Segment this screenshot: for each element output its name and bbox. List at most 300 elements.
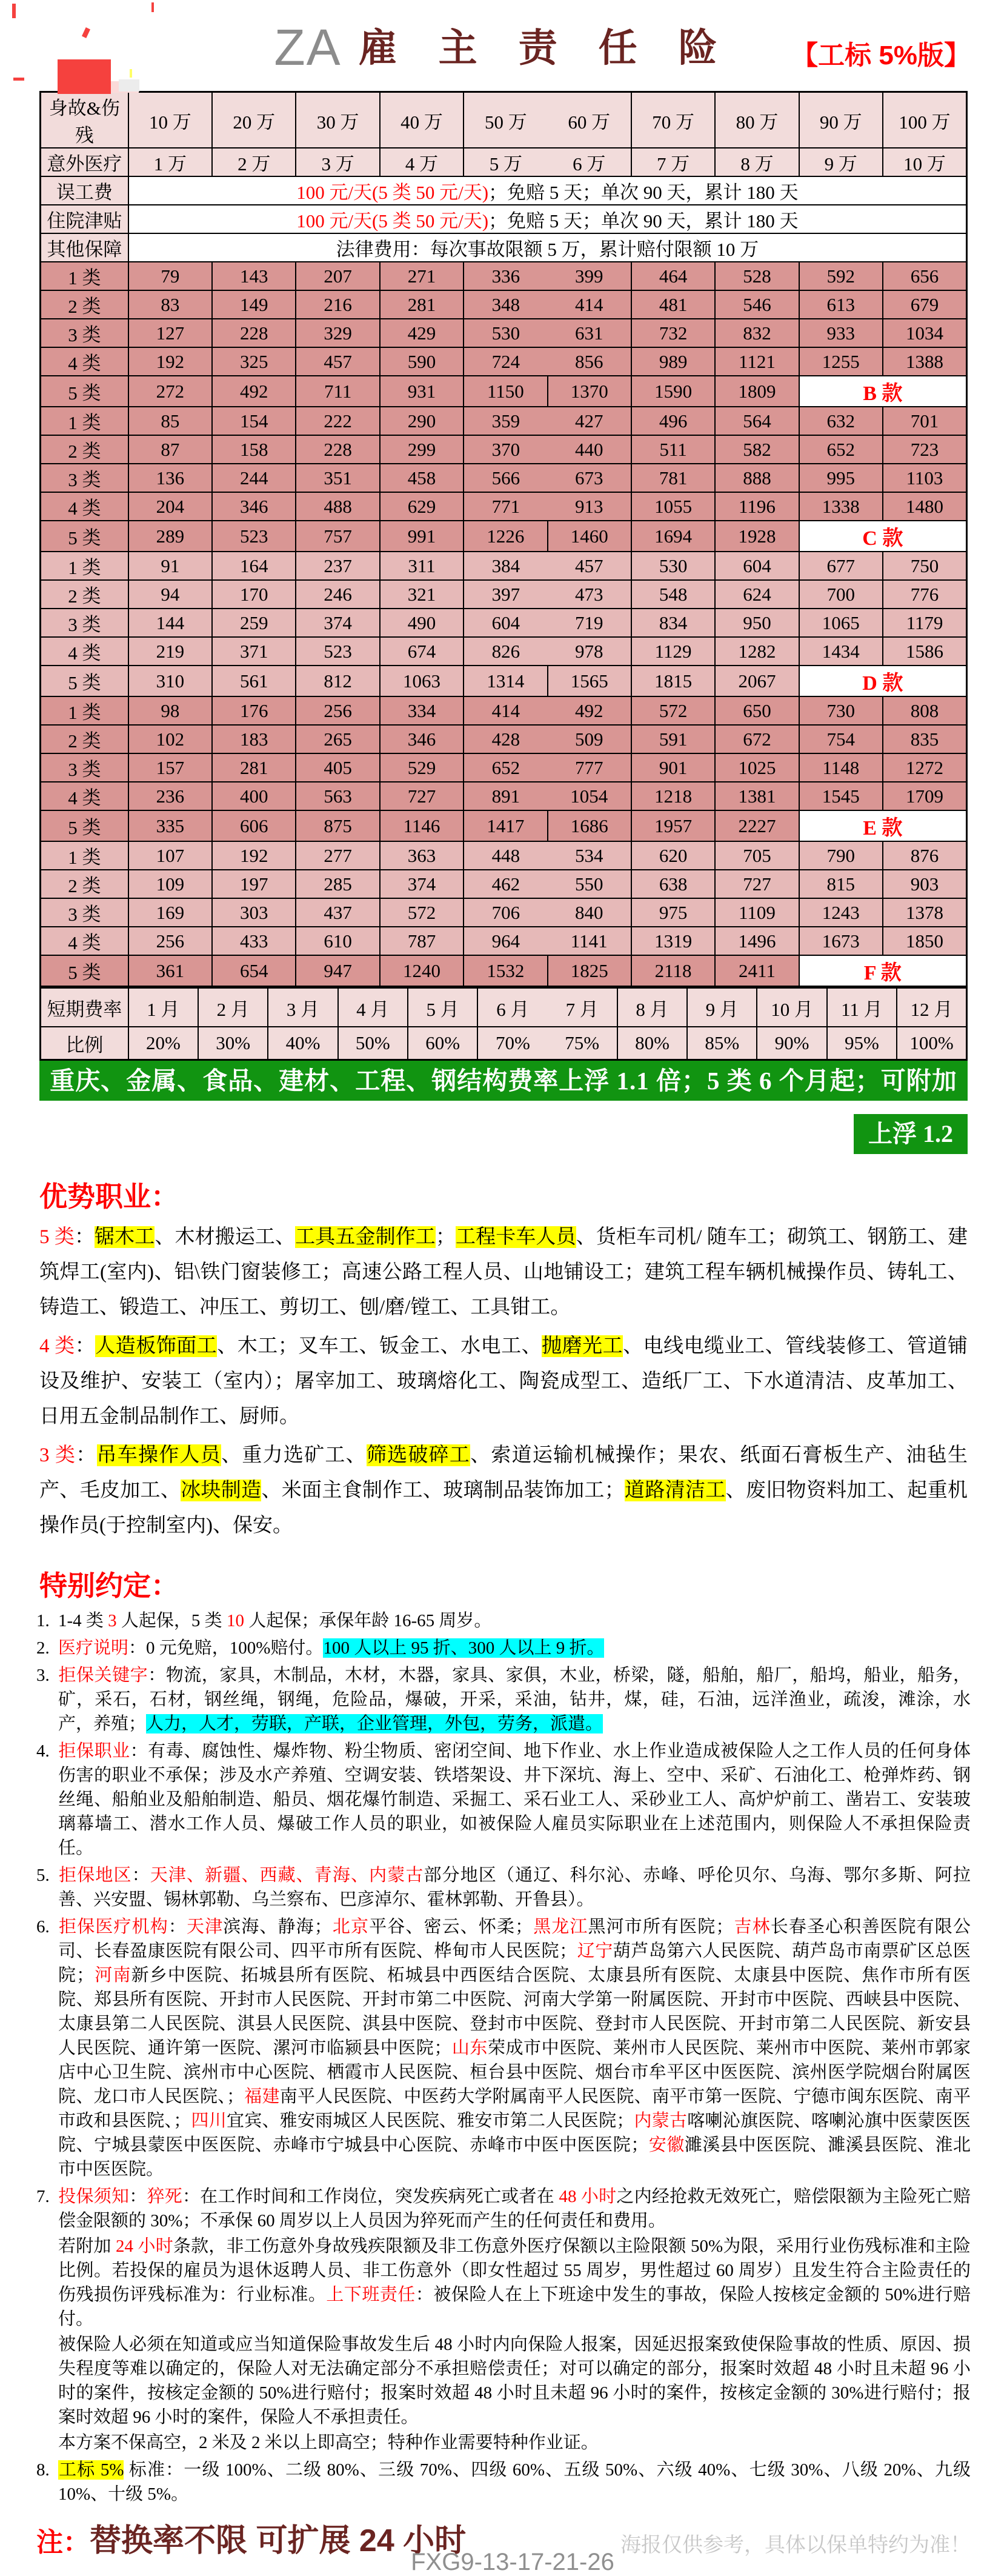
text-segment: 内蒙古 xyxy=(634,2111,688,2131)
row-label: 3 类 xyxy=(41,753,128,782)
text-segment: 医疗说明 xyxy=(58,1638,129,1658)
row-label: 住院津贴 xyxy=(41,205,128,233)
text-segment: 辽宁 xyxy=(577,1941,613,1961)
occupations-heading: 优势职业： xyxy=(39,1181,179,1212)
text-segment: 天津 xyxy=(186,1917,224,1937)
value-cell: 638 xyxy=(631,870,715,898)
value-cell: 2227 xyxy=(715,810,799,841)
value-cell: 1063 xyxy=(380,666,464,696)
premium-row xyxy=(41,262,967,290)
value-cell: 277 xyxy=(296,841,379,870)
pair-value: 978 xyxy=(574,640,603,662)
value-cell: 10 月 xyxy=(757,988,826,1027)
value-cell: 1825 xyxy=(548,955,631,987)
text-segment: 吊车操作人员 xyxy=(96,1444,222,1466)
value-cell: 732 xyxy=(631,319,715,347)
value-cell: 346 xyxy=(212,492,296,521)
row-label: 4 类 xyxy=(41,492,128,521)
value-cell: 207 xyxy=(296,262,379,290)
value-cell: 3 万 xyxy=(296,148,379,176)
pair-value: 414 xyxy=(491,699,520,721)
value-cell: 490 xyxy=(380,609,464,637)
premium-row xyxy=(41,580,967,609)
value-cell: 1243 xyxy=(799,898,883,927)
value-pair-cell xyxy=(464,407,631,435)
text-segment: ： xyxy=(75,1335,96,1357)
text-segment: 平谷、密云、怀柔； xyxy=(369,1917,533,1937)
value-cell: 610 xyxy=(296,927,379,955)
value-cell: 750 xyxy=(883,552,967,580)
value-cell: 563 xyxy=(296,782,379,810)
value-cell: 1255 xyxy=(799,347,883,376)
special-term-item xyxy=(36,1636,971,1660)
value-cell: 1565 xyxy=(548,666,631,696)
value-cell: 1 月 xyxy=(128,988,198,1027)
value-cell: 80 万 xyxy=(715,92,799,148)
item-number: 8. xyxy=(36,2460,50,2480)
text-segment: 条款，非工伤意外身故残疾限额及非工伤意外医疗保额以主险限额 50%为限，采用行业伤残标准和主险比例。若投保的雇员为退休返聘人员、非工伤意外（即女性超过 55 周岁，男性超过 60 周岁）且发生符合主险责任的伤残损伤评残标准为：行业标准。 xyxy=(58,2237,971,2304)
text-segment: 5 类 xyxy=(39,1226,75,1248)
premium-row xyxy=(41,492,967,521)
plan-name-cell: F 款 xyxy=(799,955,967,987)
text-segment: 部分地区（通辽、科尔沁、赤峰、呼伦贝尔、乌海、鄂尔多斯、阿拉善、兴安盟、锡林郭勒、乌兰察布、巴彦淖尔、霍林郭勒、开鲁县）。 xyxy=(58,1866,971,1909)
row-label: 其他保障 xyxy=(41,233,128,262)
value-cell: 20 万 xyxy=(212,92,296,148)
value-cell: 1121 xyxy=(715,347,799,376)
text-segment: 1-4 类 xyxy=(58,1611,108,1630)
value-cell: 705 xyxy=(715,841,799,870)
row-label: 2 类 xyxy=(41,725,128,753)
text-segment: 、电线电缆业工、管线装修工、管道铺设及维护、安装工（室内）；屠宰加工、玻璃熔化工、陶瓷成型工、造纸厂工、下水道清洁、皮革加工、日用五金制品制作工、厨师。 xyxy=(39,1335,968,1427)
value-pair-cell xyxy=(477,988,617,1027)
value-cell: 361 xyxy=(128,955,212,987)
row-label: 1 类 xyxy=(41,696,128,725)
version-badge: 【工标 5%版】 xyxy=(791,41,971,70)
value-cell: 246 xyxy=(296,580,379,609)
value-cell: 1378 xyxy=(883,898,967,927)
value-cell: 458 xyxy=(380,464,464,492)
value-pair-cell xyxy=(464,782,631,810)
value-cell: 256 xyxy=(128,927,212,955)
brand-za: ZA xyxy=(274,19,342,76)
value-cell: 834 xyxy=(631,609,715,637)
row-label: 5 类 xyxy=(41,955,128,987)
value-cell: 1065 xyxy=(799,609,883,637)
pair-value: 1141 xyxy=(570,930,608,952)
value-cell: 4 月 xyxy=(338,988,408,1027)
row-label: 4 类 xyxy=(41,347,128,376)
value-cell: 100% xyxy=(897,1027,966,1060)
benefit-row xyxy=(41,92,967,148)
row-label: 2 类 xyxy=(41,290,128,319)
value-cell: 723 xyxy=(883,435,967,464)
value-cell: 1928 xyxy=(715,521,799,552)
value-cell: 11 月 xyxy=(827,988,897,1027)
value-cell: 652 xyxy=(799,435,883,464)
value-cell: 754 xyxy=(799,725,883,753)
text-segment: 100 元/天(5 类 50 元/天) xyxy=(296,182,489,203)
item-number: 4. xyxy=(36,1741,50,1761)
pair-value: 348 xyxy=(491,293,520,315)
pair-value: 673 xyxy=(574,467,603,489)
text-segment: 安徽 xyxy=(648,2135,685,2155)
note-cell xyxy=(128,233,967,262)
premium-row xyxy=(41,696,967,725)
value-cell: 363 xyxy=(380,841,464,870)
pair-value: 964 xyxy=(491,930,520,952)
value-cell: 496 xyxy=(631,407,715,435)
text-segment: 长春圣心积善医院有限公司、长春盈康医院有限公司、四平市所有医院、桦甸市人民医院； xyxy=(58,1917,971,1961)
value-cell: 371 xyxy=(212,637,296,666)
premium-row xyxy=(41,407,967,435)
value-cell: 1388 xyxy=(883,347,967,376)
value-cell: 127 xyxy=(128,319,212,347)
value-cell: 405 xyxy=(296,753,379,782)
value-cell: 85% xyxy=(687,1027,757,1060)
text-segment: 新乡中医院、拓城县所有医院、柘城县中西医结合医院、太康县所有医院、太康县中医院、焦作市所有医院、郑县所有医院、开封市人民医院、开封市第二中医院、河南大学第一附属医院、开封市中医院、西峡县中医院、太康县第二人民医院、淇县人民医院、淇县中医院、登封市中医院、登封市人民医院、开封市第二人民医院、新安县人民医院、通许第一医院、漯河市临颍县中医院； xyxy=(58,1966,971,2058)
value-cell: 604 xyxy=(715,552,799,580)
value-cell: 815 xyxy=(799,870,883,898)
value-cell: 271 xyxy=(380,262,464,290)
row-label: 4 类 xyxy=(41,782,128,810)
item-number: 3. xyxy=(36,1666,50,1685)
value-cell: 321 xyxy=(380,580,464,609)
value-cell: 1109 xyxy=(715,898,799,927)
pair-value: 7 月 xyxy=(565,998,599,1020)
value-cell: 620 xyxy=(631,841,715,870)
value-cell: 87 xyxy=(128,435,212,464)
value-cell: 30% xyxy=(198,1027,268,1060)
text-segment: 宜宾、雅安雨城区人民医院、雅安市第二人民医院； xyxy=(226,2111,634,2131)
special-terms-list xyxy=(36,1609,971,2506)
premium-row-class5 xyxy=(41,810,967,841)
pair-value: 50 万 xyxy=(484,111,527,133)
value-pair-cell xyxy=(464,464,631,492)
value-cell: 1850 xyxy=(883,927,967,955)
header xyxy=(0,0,1007,91)
pair-value: 1054 xyxy=(570,785,608,807)
value-pair-cell xyxy=(464,927,631,955)
value-cell: 511 xyxy=(631,435,715,464)
footer-note-prefix: 注： xyxy=(36,2528,90,2557)
row-label: 4 类 xyxy=(41,927,128,955)
value-cell: 8 月 xyxy=(617,988,687,1027)
surcharge-banner: 重庆、金属、食品、建材、工程、钢结构费率上浮 1.1 倍；5 类 6 个月起；可附加 24 小时费率 xyxy=(39,1061,968,1101)
value-pair-cell xyxy=(464,725,631,753)
special-terms-heading: 特别约定： xyxy=(39,1570,179,1601)
special-term-item xyxy=(36,2458,971,2506)
pair-value: 336 xyxy=(491,265,520,287)
premium-row xyxy=(41,464,967,492)
value-cell: 2 万 xyxy=(212,148,296,176)
text-segment: 10 xyxy=(226,1611,244,1630)
text-segment: 、废旧物资料加工、起重机操作员(于控制室内)、保安。 xyxy=(39,1480,968,1537)
value-cell: 808 xyxy=(883,696,967,725)
row-label: 2 类 xyxy=(41,870,128,898)
value-cell: 876 xyxy=(883,841,967,870)
footer xyxy=(36,2515,989,2573)
value-cell: 2411 xyxy=(715,955,799,987)
value-cell: 903 xyxy=(883,870,967,898)
value-pair-cell xyxy=(464,841,631,870)
value-cell: 1218 xyxy=(631,782,715,810)
value-cell: 757 xyxy=(296,521,379,552)
value-cell: 1338 xyxy=(799,492,883,521)
value-cell: 222 xyxy=(296,407,379,435)
special-term-item xyxy=(36,1663,971,1736)
value-cell: 875 xyxy=(296,810,379,841)
value-cell: 192 xyxy=(212,841,296,870)
text-segment: 人造板饰面工 xyxy=(95,1335,218,1357)
item-number: 1. xyxy=(36,1611,50,1630)
text-segment: 拒保关键字 xyxy=(58,1666,148,1685)
value-cell: 629 xyxy=(380,492,464,521)
value-cell: 400 xyxy=(212,782,296,810)
pair-value: 534 xyxy=(574,844,603,866)
row-label: 1 类 xyxy=(41,552,128,580)
value-pair-cell xyxy=(464,319,631,347)
value-cell: 888 xyxy=(715,464,799,492)
pair-value: 462 xyxy=(491,873,520,895)
text-segment: 被保险人必须在知道或应当知道保险事故发生后 48 小时内向保险人报案，因延迟报案致使保险事故的性质、原因、损失程度等难以确定的，保险人对无法确定部分不承担赔偿责任；对可以确定的部分，报案时效超 48 小时且未超 96 小时的案件，按核定金额的 50%进行赔付；报案时效超 48 小时且未超 96 小时的案件，按核定金额的 30%进行赔付；报案时效超 96 小时的案件，保险人不承担责任。 xyxy=(58,2335,971,2427)
value-cell: 90% xyxy=(757,1027,826,1060)
value-cell: 679 xyxy=(883,290,967,319)
value-cell: 1957 xyxy=(631,810,715,841)
value-cell: 1586 xyxy=(883,637,967,666)
text-segment: 福建 xyxy=(244,2087,280,2106)
text-segment: 拒保医疗机构 xyxy=(58,1917,168,1937)
text-segment: ； xyxy=(435,1226,456,1248)
value-cell: 548 xyxy=(631,580,715,609)
value-cell: 346 xyxy=(380,725,464,753)
pair-value: 913 xyxy=(574,495,603,517)
premium-row xyxy=(41,435,967,464)
value-cell: 1 万 xyxy=(128,148,212,176)
value-cell: 91 xyxy=(128,552,212,580)
value-cell: 1460 xyxy=(548,521,631,552)
value-cell: 5 月 xyxy=(408,988,477,1027)
value-cell: 70 万 xyxy=(631,92,715,148)
value-cell: 237 xyxy=(296,552,379,580)
text-segment: 濉溪县中医医院、濉溪县医院、淮北市中医医院。 xyxy=(58,2135,971,2179)
text-segment: ：在工作时间和工作岗位，突发疾病死亡或者在 xyxy=(182,2187,559,2206)
value-cell: 192 xyxy=(128,347,212,376)
text-segment: ： xyxy=(131,1866,150,1885)
value-cell: 299 xyxy=(380,435,464,464)
value-cell: 158 xyxy=(212,435,296,464)
text-segment: 48 小时 xyxy=(559,2187,617,2206)
row-label: 1 类 xyxy=(41,262,128,290)
value-cell: 950 xyxy=(715,609,799,637)
value-cell: 677 xyxy=(799,552,883,580)
value-cell: 790 xyxy=(799,841,883,870)
value-cell: 530 xyxy=(631,552,715,580)
value-cell: 9 月 xyxy=(687,988,757,1027)
text-segment: 人起保，5 类 xyxy=(116,1611,227,1630)
value-cell: 488 xyxy=(296,492,379,521)
text-segment: 、货柜车司机/ 随车工；砌筑工、钢筋工、建筑焊工(室内)、铝\铁门窗装修工；高速公路工程人员、山地铺设工；建筑工程车辆机械操作员、铸轧工、铸造工、锻造工、冲压工、剪切工、刨/磨/镗工、工具钳工。 xyxy=(39,1226,968,1318)
row-label: 2 类 xyxy=(41,580,128,609)
value-cell: 1694 xyxy=(631,521,715,552)
value-cell: 624 xyxy=(715,580,799,609)
special-term-item xyxy=(36,1609,971,1633)
value-cell: 107 xyxy=(128,841,212,870)
pair-value: 652 xyxy=(491,756,520,778)
pair-value: 509 xyxy=(574,728,603,750)
value-cell: 285 xyxy=(296,870,379,898)
value-cell: 335 xyxy=(128,810,212,841)
text-segment: 筛选破碎工 xyxy=(366,1444,471,1466)
value-cell: 672 xyxy=(715,725,799,753)
value-cell: 781 xyxy=(631,464,715,492)
premium-row-class5 xyxy=(41,666,967,696)
pair-value: 6 月 xyxy=(496,998,530,1020)
value-cell: 170 xyxy=(212,580,296,609)
value-cell: 464 xyxy=(631,262,715,290)
pair-value: 399 xyxy=(574,265,603,287)
occupation-paragraph xyxy=(39,1329,968,1434)
item-number: 2. xyxy=(36,1638,50,1658)
row-label: 误工费 xyxy=(41,176,128,205)
pair-value: 473 xyxy=(574,583,603,605)
value-cell: 1129 xyxy=(631,637,715,666)
pair-value: 359 xyxy=(491,410,520,432)
value-cell: 136 xyxy=(128,464,212,492)
value-cell: 281 xyxy=(212,753,296,782)
value-pair-cell xyxy=(464,290,631,319)
premium-table xyxy=(39,91,968,987)
value-pair-cell xyxy=(464,148,631,176)
value-cell: 2 月 xyxy=(198,988,268,1027)
text-segment: 3 类 xyxy=(39,1444,76,1466)
value-pair-cell xyxy=(477,1027,617,1060)
premium-row xyxy=(41,870,967,898)
value-cell: 204 xyxy=(128,492,212,521)
value-cell: 437 xyxy=(296,898,379,927)
value-cell: 674 xyxy=(380,637,464,666)
value-cell: 80% xyxy=(617,1027,687,1060)
text-segment: ；免赔 5 天；单次 90 天，累计 180 天 xyxy=(488,210,799,232)
value-cell: 1381 xyxy=(715,782,799,810)
value-cell: 374 xyxy=(296,609,379,637)
plan-name-cell: C 款 xyxy=(799,521,967,552)
value-cell: 100 万 xyxy=(883,92,967,148)
value-cell: 1496 xyxy=(715,927,799,955)
value-cell: 727 xyxy=(715,870,799,898)
value-cell: 492 xyxy=(212,376,296,407)
value-cell: 572 xyxy=(380,898,464,927)
text-segment: 上下班责任 xyxy=(326,2285,416,2304)
text-segment: 山东 xyxy=(451,2038,488,2058)
value-cell: 656 xyxy=(883,262,967,290)
value-pair-cell xyxy=(464,753,631,782)
title-text: 雇 主 责 任 险 xyxy=(358,27,733,70)
value-cell: 812 xyxy=(296,666,379,696)
value-pair-cell xyxy=(464,435,631,464)
value-cell: 1319 xyxy=(631,927,715,955)
occupations-list xyxy=(0,1220,1007,1543)
value-cell: 711 xyxy=(296,376,379,407)
row-label: 5 类 xyxy=(41,810,128,841)
row-label: 3 类 xyxy=(41,319,128,347)
value-cell: 228 xyxy=(212,319,296,347)
value-cell: 1709 xyxy=(883,782,967,810)
row-label: 1 类 xyxy=(41,407,128,435)
text-segment: 抛磨光工 xyxy=(542,1335,623,1357)
value-cell: 12 月 xyxy=(897,988,966,1027)
note-row xyxy=(41,205,967,233)
value-cell: 995 xyxy=(799,464,883,492)
value-cell: 1240 xyxy=(380,955,464,987)
value-cell: 1809 xyxy=(715,376,799,407)
pair-value: 5 万 xyxy=(489,153,522,175)
value-cell: 109 xyxy=(128,870,212,898)
value-cell: 632 xyxy=(799,407,883,435)
value-cell: 1282 xyxy=(715,637,799,666)
value-pair-cell xyxy=(464,262,631,290)
pair-value: 840 xyxy=(574,901,603,923)
value-cell: 8 万 xyxy=(715,148,799,176)
value-cell: 164 xyxy=(212,552,296,580)
pair-value: 891 xyxy=(491,785,520,807)
pair-value: 492 xyxy=(574,699,603,721)
value-cell: 1673 xyxy=(799,927,883,955)
value-cell: 1370 xyxy=(548,376,631,407)
ratio-row xyxy=(41,1027,967,1060)
value-cell: 236 xyxy=(128,782,212,810)
value-cell: 351 xyxy=(296,464,379,492)
value-cell: 1025 xyxy=(715,753,799,782)
text-segment: ：0 元免赔，100%赔付。 xyxy=(128,1638,324,1658)
text-segment: 、木工；叉车工、钣金工、水电工、 xyxy=(217,1335,542,1357)
value-cell: 176 xyxy=(212,696,296,725)
value-cell: 325 xyxy=(212,347,296,376)
value-cell: 259 xyxy=(212,609,296,637)
text-segment: 工具五金制作工 xyxy=(295,1226,436,1248)
text-segment: 工标 5% xyxy=(58,2460,124,2480)
value-cell: 50% xyxy=(338,1027,408,1060)
value-cell: 1480 xyxy=(883,492,967,521)
value-cell: 281 xyxy=(380,290,464,319)
value-cell: 143 xyxy=(212,262,296,290)
text-segment: 、重力选矿工、 xyxy=(221,1444,367,1466)
premium-row xyxy=(41,290,967,319)
value-cell: 10 万 xyxy=(128,92,212,148)
value-cell: 1226 xyxy=(464,521,547,552)
row-label: 3 类 xyxy=(41,464,128,492)
text-segment: 拒保职业 xyxy=(58,1741,130,1761)
text-segment: 荣成市中医院、莱州市人民医院、莱州市中医院、莱州市郭家店中心卫生院、滨州市中心医院、栖霞市人民医院、桓台县中医院、烟台市牟平区中医医院、滨州医学院烟台附属医院、龙口市人民医院、； xyxy=(58,2038,971,2106)
text-segment: 人力，人才，劳联，产联，企业管理，外包，劳务，派遣。 xyxy=(146,1714,603,1733)
value-cell: 835 xyxy=(883,725,967,753)
value-cell: 183 xyxy=(212,725,296,753)
value-cell: 102 xyxy=(128,725,212,753)
value-cell: 310 xyxy=(128,666,212,696)
text-segment: 法律费用：每次事故限额 5 万，累计赔付限额 10 万 xyxy=(336,239,759,260)
value-cell: 1815 xyxy=(631,666,715,696)
pair-value: 448 xyxy=(491,844,520,866)
value-cell: 832 xyxy=(715,319,799,347)
value-cell: 90 万 xyxy=(799,92,883,148)
short-term-row xyxy=(41,988,967,1027)
pair-value: 826 xyxy=(491,640,520,662)
text-segment: 、索道运输机械操作；果农、纸面石膏板生产、油毡生产、毛皮加工、 xyxy=(39,1444,968,1501)
value-cell: 79 xyxy=(128,262,212,290)
premium-row xyxy=(41,637,967,666)
value-cell: 1417 xyxy=(464,810,547,841)
footer-code: FXG9-13-17-21-26 xyxy=(411,2549,614,2575)
value-cell: 40 万 xyxy=(380,92,464,148)
